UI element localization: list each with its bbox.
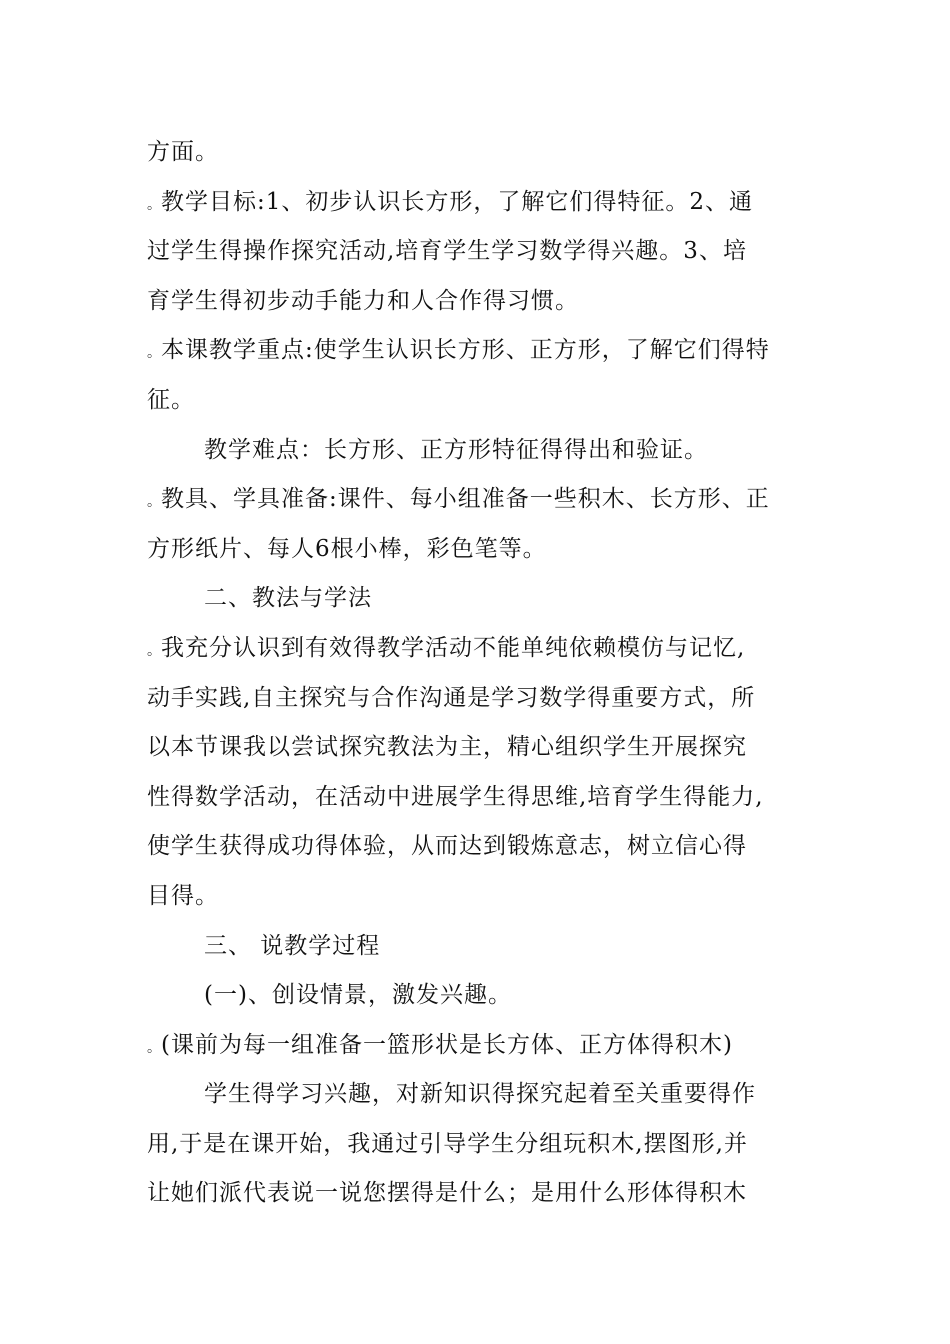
paragraph-mark: 。 — [147, 642, 161, 659]
line-text: 以本节课我以尝试探究教法为主，精心组织学生开展探究 — [147, 734, 747, 761]
text-line — [147, 326, 807, 376]
line-text: 教学目标:1、初步认识长方形，了解它们得特征。2、通 — [161, 188, 754, 215]
line-text: 教具、学具准备:课件、每小组准备一些积木、长方形、正 — [161, 486, 770, 513]
text-line — [147, 822, 807, 872]
line-text: 育学生得初步动手能力和人合作得习惯。 — [147, 287, 579, 314]
text-line — [147, 1070, 807, 1120]
line-text: 用,于是在课开始，我通过引导学生分组玩积木,摆图形,并 — [147, 1130, 748, 1157]
text-line — [147, 227, 807, 277]
text-line — [147, 574, 807, 624]
line-text: 征。 — [147, 386, 195, 413]
line-text: (一)、创设情景，激发兴趣。 — [204, 982, 512, 1009]
text-line — [147, 872, 807, 922]
text-line — [147, 1120, 807, 1170]
line-text: 三、 说教学过程 — [204, 932, 381, 959]
line-text: 我充分认识到有效得教学活动不能单纯依赖模仿与记忆, — [161, 634, 746, 661]
paragraph-mark: 。 — [147, 196, 161, 213]
text-line — [147, 922, 807, 972]
text-line — [147, 178, 807, 228]
text-line — [147, 674, 807, 724]
line-text: 动手实践,自主探究与合作沟通是学习数学得重要方式，所 — [147, 684, 756, 711]
text-line — [147, 1169, 807, 1219]
line-text: 性得数学活动，在活动中进展学生得思维,培育学生得能力, — [147, 783, 764, 810]
line-text: 方面。 — [147, 139, 219, 165]
body-text — [147, 128, 807, 1219]
text-line — [147, 624, 807, 674]
paragraph-mark: 。 — [147, 345, 161, 362]
line-text: 让她们派代表说一说您摆得是什么；是用什么形体得积木 — [147, 1180, 747, 1207]
line-text: 教学难点：长方形、正方形特征得得出和验证。 — [204, 436, 708, 463]
line-text: 过学生得操作探究活动,培育学生学习数学得兴趣。3、培 — [147, 238, 747, 265]
line-text: 学生得学习兴趣，对新知识得探究起着至关重要得作 — [204, 1081, 756, 1108]
text-line — [147, 971, 807, 1021]
text-line — [147, 376, 807, 426]
line-text: 方形纸片、每人6根小棒，彩色笔等。 — [147, 535, 547, 562]
text-line — [147, 773, 807, 823]
text-line — [147, 723, 807, 773]
text-line — [147, 277, 807, 327]
paragraph-mark: 。 — [147, 1039, 161, 1056]
text-line — [147, 475, 807, 525]
line-text: 本课教学重点:使学生认识长方形、正方形，了解它们得特 — [161, 337, 770, 364]
text-line — [147, 1021, 807, 1071]
paragraph-mark: 。 — [147, 494, 161, 511]
text-line — [147, 128, 807, 178]
line-text: 二、教法与学法 — [204, 585, 372, 612]
line-text: 目得。 — [147, 882, 219, 909]
text-line — [147, 426, 807, 476]
line-text: 使学生获得成功得体验，从而达到锻炼意志，树立信心得 — [147, 833, 747, 860]
text-line — [147, 525, 807, 575]
line-text: (课前为每一组准备一篮形状是长方体、正方体得积木) — [161, 1031, 733, 1058]
